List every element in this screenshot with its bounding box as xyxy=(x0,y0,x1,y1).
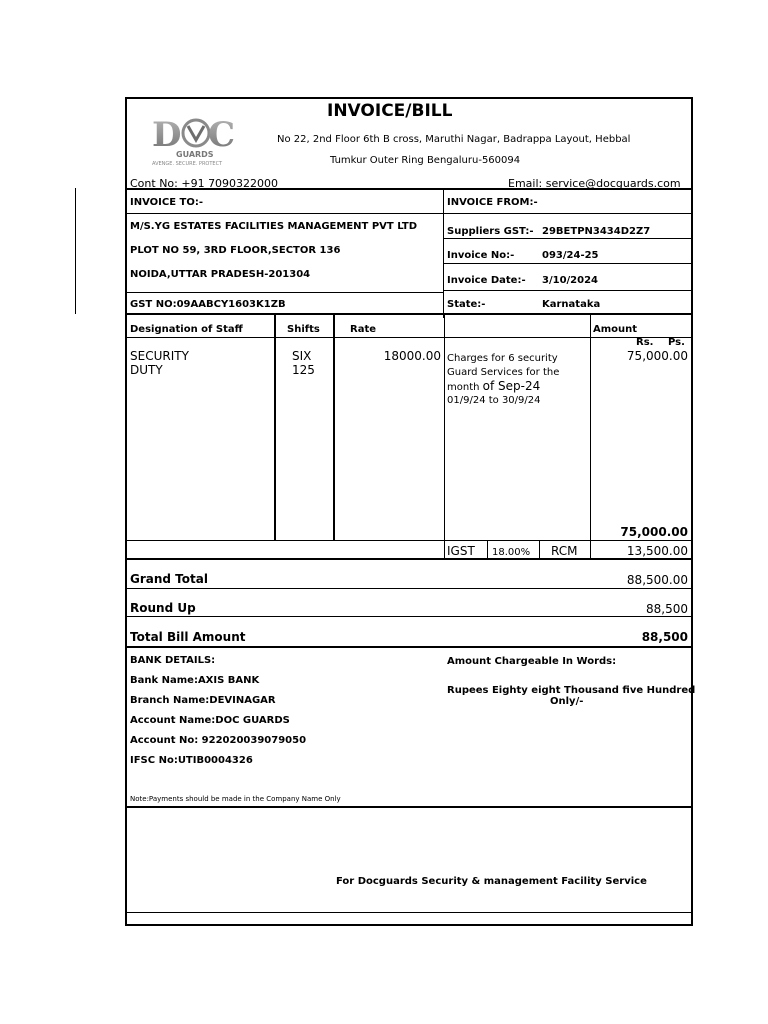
svg-text:GUARDS: GUARDS xyxy=(176,150,214,159)
divider xyxy=(125,292,443,293)
company-address-line1: No 22, 2nd Floor 6th B cross, Maruthi Nagar, Badrappa Layout, Hebbal xyxy=(277,134,631,145)
col-shifts: Shifts xyxy=(287,324,320,335)
amount-words-line2: Only/- xyxy=(550,696,584,707)
invoice-no-value: 093/24-25 xyxy=(542,250,599,261)
total-bill-label: Total Bill Amount xyxy=(130,630,246,644)
payment-note: Note:Payments should be made in the Company Name Only xyxy=(130,795,341,803)
divider xyxy=(125,588,693,589)
bank-details-title: BANK DETAILS: xyxy=(130,655,216,666)
subtotal-amount: 75,000.00 xyxy=(620,525,688,539)
client-address1: PLOT NO 59, 3RD FLOOR,SECTOR 136 xyxy=(130,245,341,256)
divider xyxy=(125,616,693,617)
bank-name: Bank Name:AXIS BANK xyxy=(130,675,260,686)
divider xyxy=(443,188,444,318)
divider xyxy=(125,806,693,808)
divider xyxy=(125,540,693,541)
tax-rate: 18.00% xyxy=(492,547,531,558)
divider xyxy=(125,912,693,913)
divider xyxy=(443,263,693,264)
line-amount: 75,000.00 xyxy=(626,349,688,363)
account-number: Account No: 922020039079050 xyxy=(130,735,307,746)
divider xyxy=(443,238,693,239)
description-line3b: of Sep-24 xyxy=(482,379,541,393)
supplier-gst-value: 29BETPN3434D2Z7 xyxy=(542,226,651,237)
company-address-line2: Tumkur Outer Ring Bengaluru-560094 xyxy=(330,155,521,166)
description-line4: 01/9/24 to 30/9/24 xyxy=(447,395,541,406)
grand-total-label: Grand Total xyxy=(130,572,208,586)
col-designation: Designation of Staff xyxy=(130,324,243,335)
col-rate: Rate xyxy=(350,324,377,335)
invoice-to-label: INVOICE TO:- xyxy=(130,197,203,208)
company-email: Email: service@docguards.com xyxy=(508,177,681,190)
divider xyxy=(125,558,693,560)
account-name: Account Name:DOC GUARDS xyxy=(130,715,290,726)
branch-name: Branch Name:DEVINAGAR xyxy=(130,695,276,706)
round-up-label: Round Up xyxy=(130,601,196,615)
col-amount: Amount xyxy=(593,324,638,335)
divider xyxy=(333,313,335,540)
invoice-title: INVOICE/BILL xyxy=(327,101,453,121)
grand-total-value: 88,500.00 xyxy=(626,573,688,587)
amount-words-label: Amount Chargeable In Words: xyxy=(447,656,617,667)
divider xyxy=(443,290,693,291)
rcm-label: RCM xyxy=(551,544,578,558)
description-line1: Charges for 6 security xyxy=(447,353,558,364)
ifsc-code: IFSC No:UTIB0004326 xyxy=(130,755,253,766)
divider xyxy=(539,540,540,559)
state-label: State:- xyxy=(447,299,486,310)
company-logo xyxy=(150,114,236,168)
invoice-no-label: Invoice No:- xyxy=(447,250,515,261)
col-ps: Ps. xyxy=(668,337,685,348)
svg-text:D: D xyxy=(152,115,182,155)
designation-line2: DUTY xyxy=(130,363,163,377)
supplier-gst-label: Suppliers GST:- xyxy=(447,226,534,237)
contact-number: Cont No: +91 7090322000 xyxy=(130,177,279,190)
col-rs: Rs. xyxy=(636,337,654,348)
description-line3 xyxy=(447,380,540,394)
invoice-date-value: 3/10/2024 xyxy=(542,275,599,286)
divider xyxy=(125,646,693,648)
rate-value: 18000.00 xyxy=(383,349,441,363)
client-company: M/S.YG ESTATES FACILITIES MANAGEMENT PVT LTD xyxy=(130,221,418,232)
border-top xyxy=(125,97,693,99)
amount-words-line1: Rupees Eighty eight Thousand five Hundred xyxy=(447,685,696,696)
shifts-line2: 125 xyxy=(292,363,315,377)
divider xyxy=(125,337,693,338)
divider xyxy=(125,313,693,315)
state-value: Karnataka xyxy=(542,299,601,310)
border-right xyxy=(691,97,693,926)
divider xyxy=(487,540,488,559)
divider xyxy=(444,313,445,559)
designation-line1: SECURITY xyxy=(130,349,189,363)
signature-line: For Docguards Security & management Facility Service xyxy=(336,876,647,887)
divider xyxy=(590,313,591,559)
round-up-value: 88,500 xyxy=(646,602,688,616)
divider xyxy=(274,313,276,540)
invoice-date-label: Invoice Date:- xyxy=(447,275,526,286)
client-gst: GST NO:09AABCY1603K1ZB xyxy=(130,299,286,310)
svg-text:AVENGE. SECURE. PROTECT: AVENGE. SECURE. PROTECT xyxy=(152,161,223,167)
svg-text:C: C xyxy=(208,115,236,155)
border-bottom xyxy=(125,924,693,926)
total-bill-value: 88,500 xyxy=(641,630,688,644)
tax-amount: 13,500.00 xyxy=(626,544,688,558)
description-line2: Guard Services for the xyxy=(447,367,560,378)
invoice-from-label: INVOICE FROM:- xyxy=(447,197,538,208)
margin-line xyxy=(75,188,76,314)
divider xyxy=(125,213,693,214)
border-left xyxy=(125,97,127,926)
description-line3a: month xyxy=(447,382,483,393)
shifts-line1: SIX xyxy=(292,349,312,363)
tax-label: IGST xyxy=(447,544,475,558)
client-address2: NOIDA,UTTAR PRADESH-201304 xyxy=(130,269,311,280)
